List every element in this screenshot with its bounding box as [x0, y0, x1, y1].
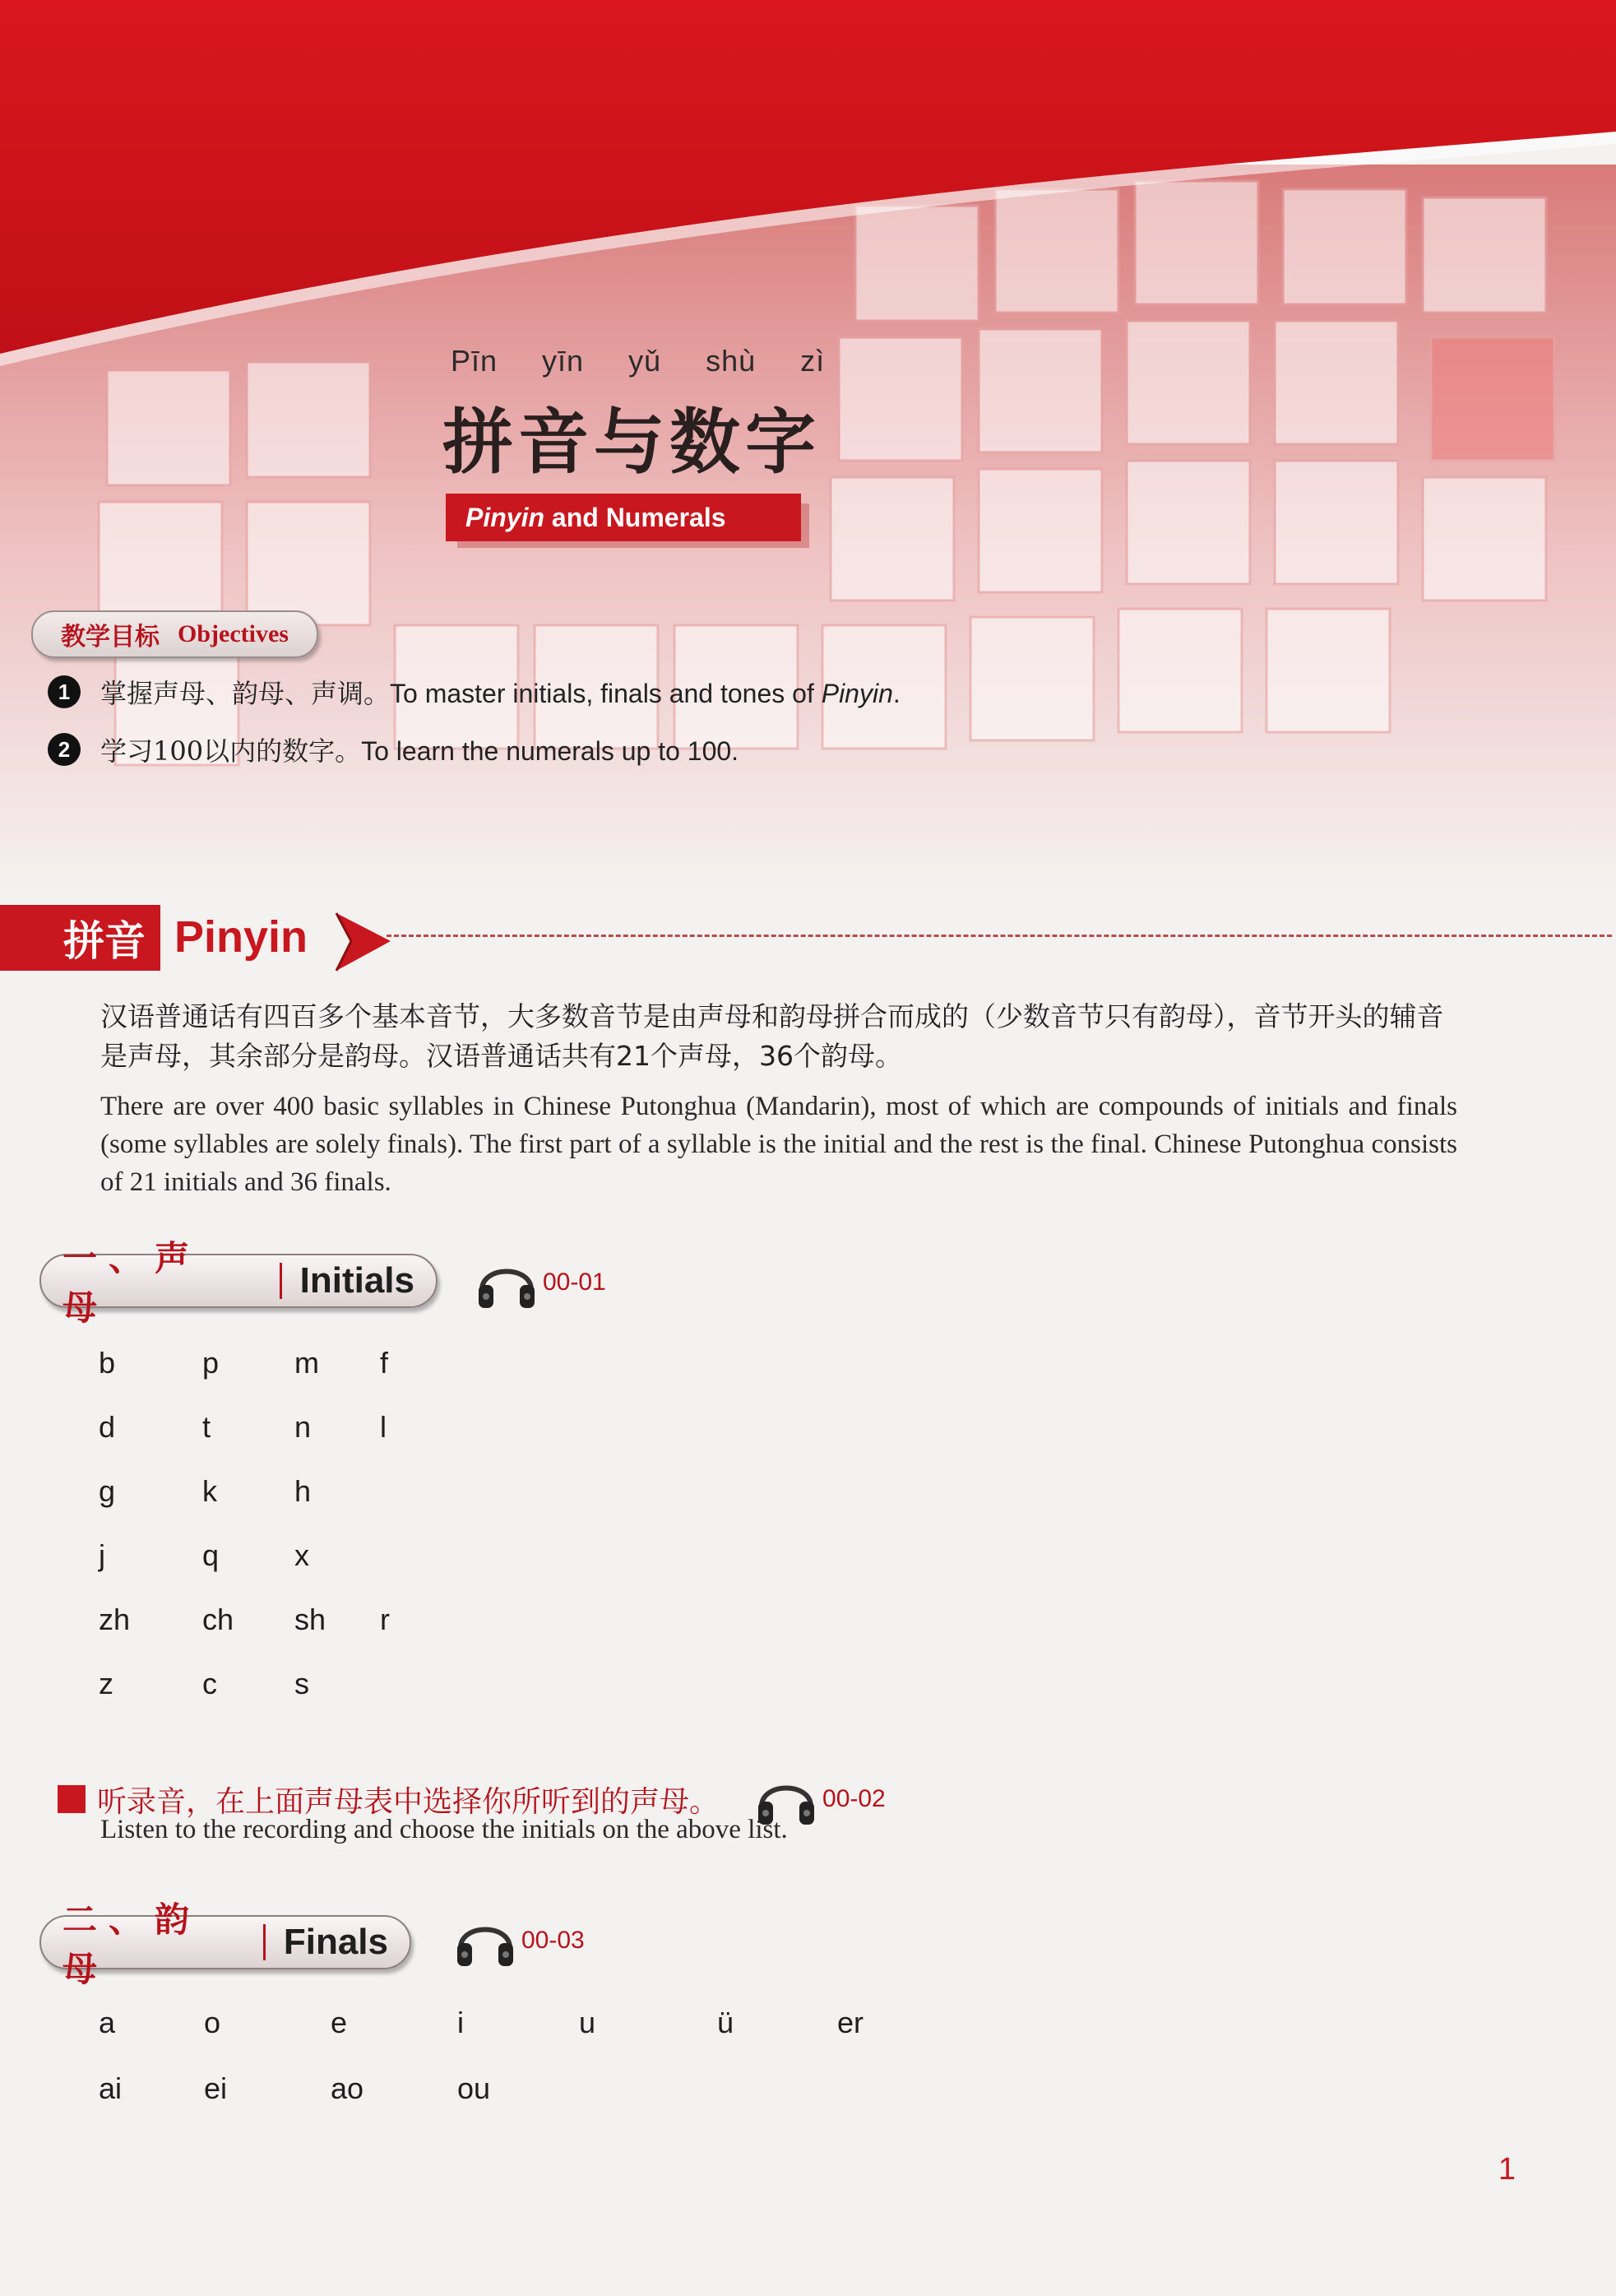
- task-instruction-en: Listen to the recording and choose the initials on the above list.: [100, 1815, 788, 1844]
- initial-letter: b: [99, 1346, 116, 1380]
- lesson-subtitle: [446, 494, 801, 541]
- initial-letter: zh: [99, 1603, 131, 1636]
- initial-letter: z: [99, 1667, 113, 1700]
- objective-text: [100, 731, 739, 768]
- final-letter: ai: [99, 2071, 123, 2105]
- final-letter: u: [579, 2006, 596, 2039]
- final-letter: e: [331, 2006, 348, 2039]
- initials-tag: [39, 1238, 438, 1328]
- initial-letter: r: [380, 1603, 390, 1636]
- final-letter: ei: [204, 2071, 228, 2105]
- initial-letter: d: [99, 1410, 116, 1444]
- number-bullet-icon: 2: [48, 733, 81, 766]
- task-instruction-cn: 听录音，在上面声母表中选择你所听到的声母。: [97, 1784, 720, 1819]
- subtitle-rest: and Numerals: [544, 503, 726, 532]
- objective-cn: 掌握声母、韵母、声调。: [100, 678, 391, 709]
- audio-code: 00-03: [521, 1927, 585, 1954]
- section-divider: [387, 935, 1612, 937]
- pinyin-syllable: zì: [800, 344, 826, 378]
- initial-letter: l: [380, 1410, 387, 1444]
- initials-tag-cn: 一、声 母: [63, 1238, 201, 1328]
- red-arrow-icon: [333, 910, 392, 974]
- initial-letter: n: [294, 1410, 312, 1444]
- pinyin-syllable: Pīn: [451, 344, 498, 378]
- headphones-icon[interactable]: [475, 1254, 538, 1311]
- intro-english: There are over 400 basic syllables in Chinese Putonghua (Mandarin), most of which are compounds of initials and finals (some syllables are solely finals). The first part of a syllable is the initial and the rest is the final. Chinese Putonghua consists of 21 initials and 36 finals.: [100, 1092, 1457, 1197]
- audio-track-00-01[interactable]: [475, 1254, 606, 1311]
- section-title-cn: 拼音: [0, 905, 160, 971]
- objective-item: [48, 731, 739, 768]
- final-letter: ü: [717, 2006, 734, 2039]
- intro-chinese: 汉语普通话有四百多个基本音节，大多数音节是由声母和韵母拼合而成的（少数音节只有韵母），音节开头的辅音是声母，其余部分是韵母。汉语普通话共有21个声母，36个韵母。: [100, 1000, 1444, 1072]
- page-number: 1: [1498, 2152, 1516, 2187]
- objective-en: To master initials, finals and tones of: [390, 679, 822, 708]
- initials-tag-en: Initials: [299, 1260, 414, 1301]
- initial-letter: h: [294, 1474, 312, 1508]
- finals-tag-en: Finals: [283, 1922, 388, 1962]
- tag-divider: [280, 1263, 282, 1299]
- final-letter: o: [204, 2006, 221, 2039]
- initial-letter: c: [202, 1667, 217, 1700]
- final-letter: a: [99, 2006, 116, 2039]
- initial-letter: m: [294, 1346, 319, 1380]
- final-letter: ou: [457, 2071, 491, 2105]
- final-letter: i: [457, 2006, 464, 2039]
- headphones-icon[interactable]: [454, 1912, 516, 1969]
- initial-letter: s: [294, 1667, 309, 1700]
- number-bullet-icon: 1: [48, 675, 81, 708]
- finals-tag-cn: 二、韵 母: [63, 1899, 201, 1989]
- objective-text: [100, 673, 901, 711]
- objectives-tag: [31, 610, 318, 658]
- audio-track-00-03[interactable]: [454, 1912, 585, 1969]
- subtitle-italic: Pinyin: [465, 503, 545, 532]
- objectives-tag-cn: 教学目标: [61, 623, 160, 652]
- task-marker: [58, 1785, 86, 1813]
- initial-letter: f: [380, 1346, 389, 1380]
- audio-code: 00-01: [543, 1269, 606, 1296]
- objective-en-end: .: [892, 679, 901, 708]
- pinyin-syllable: yǔ: [628, 344, 662, 378]
- section-title-en: Pinyin: [174, 912, 308, 962]
- header-banner: [0, 0, 1616, 1069]
- objective-en-italic: Pinyin: [821, 679, 893, 708]
- audio-code: 00-02: [822, 1785, 886, 1812]
- initial-letter: j: [99, 1538, 105, 1572]
- final-letter: ao: [331, 2071, 364, 2105]
- initial-letter: q: [202, 1538, 220, 1572]
- initial-letter: ch: [202, 1603, 234, 1636]
- initial-letter: g: [99, 1474, 116, 1508]
- pinyin-syllable: yīn: [542, 344, 585, 378]
- objective-cn: 学习100以内的数字。: [100, 735, 362, 767]
- objectives-tag-en: Objectives: [178, 620, 289, 647]
- pinyin-syllable: shù: [706, 344, 757, 378]
- finals-tag: [39, 1899, 411, 1989]
- initial-letter: p: [202, 1346, 220, 1380]
- objective-en: To learn the numerals up to 100.: [361, 736, 739, 766]
- initial-letter: k: [202, 1474, 217, 1508]
- lesson-title: 拼音与数字: [442, 401, 821, 484]
- initial-letter: sh: [294, 1603, 326, 1636]
- objective-item: [48, 673, 901, 711]
- final-letter: er: [837, 2006, 864, 2039]
- tag-divider: [263, 1924, 266, 1960]
- initial-letter: t: [202, 1410, 211, 1444]
- initial-letter: x: [294, 1538, 309, 1572]
- title-pinyin: [451, 344, 825, 378]
